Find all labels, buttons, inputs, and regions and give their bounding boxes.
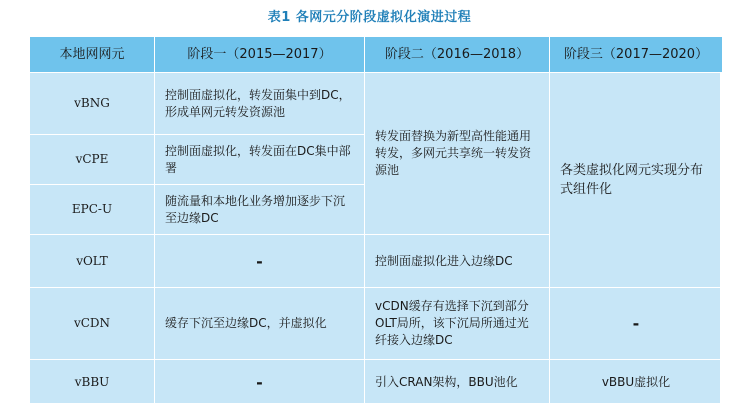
cell-vbbu-stage2: 引入CRAN架构，BBU池化 — [365, 360, 550, 405]
table-title: 表1 各网元分阶段虚拟化演进过程 — [267, 10, 472, 25]
evolution-table — [29, 36, 721, 404]
cell-vcdn-stage2: vCDN缓存有选择下沉到部分OLT局所，该下沉局所通过光纤接入边缘DC — [365, 288, 550, 360]
row-label-epc-u: EPC-U — [30, 185, 155, 235]
header-stage-1: 阶段一（2015—2017） — [155, 37, 365, 73]
cell-epc-u-stage1: 随流量和本地化业务增加逐步下沉至边缘DC — [155, 185, 365, 235]
cell-merged-stage2: 转发面替换为新型高性能通用转发，多网元共享统一转发资源池 — [365, 73, 550, 235]
cell-merged-stage3: 各类虚拟化网元实现分布式组件化 — [550, 73, 722, 288]
header-stage-2: 阶段二（2016—2018） — [365, 37, 550, 73]
cell-volt-stage1: - — [155, 235, 365, 288]
row-label-vcdn: vCDN — [30, 288, 155, 360]
header-stage-3: 阶段三（2017—2020） — [550, 37, 722, 73]
cell-vbbu-stage3: vBBU虚拟化 — [601, 375, 671, 389]
cell-vcdn-stage3: - — [550, 288, 722, 360]
header-network-element: 本地网网元 — [30, 37, 155, 73]
cell-vcpe-stage1: 控制面虚拟化，转发面在DC集中部署 — [155, 135, 365, 185]
row-label-vcpe: vCPE — [30, 135, 155, 185]
row-label-vbbu: vBBU — [30, 360, 155, 405]
cell-vbng-stage1: 控制面虚拟化，转发面集中到DC，形成单网元转发资源池 — [155, 73, 365, 135]
row-label-vbng: vBNG — [30, 73, 155, 135]
cell-vcdn-stage1: 缓存下沉至边缘DC，并虚拟化 — [155, 288, 365, 360]
cell-volt-stage2: 控制面虚拟化进入边缘DC — [365, 235, 550, 288]
row-label-volt: vOLT — [30, 235, 155, 288]
cell-vbbu-stage1: - — [155, 360, 365, 405]
